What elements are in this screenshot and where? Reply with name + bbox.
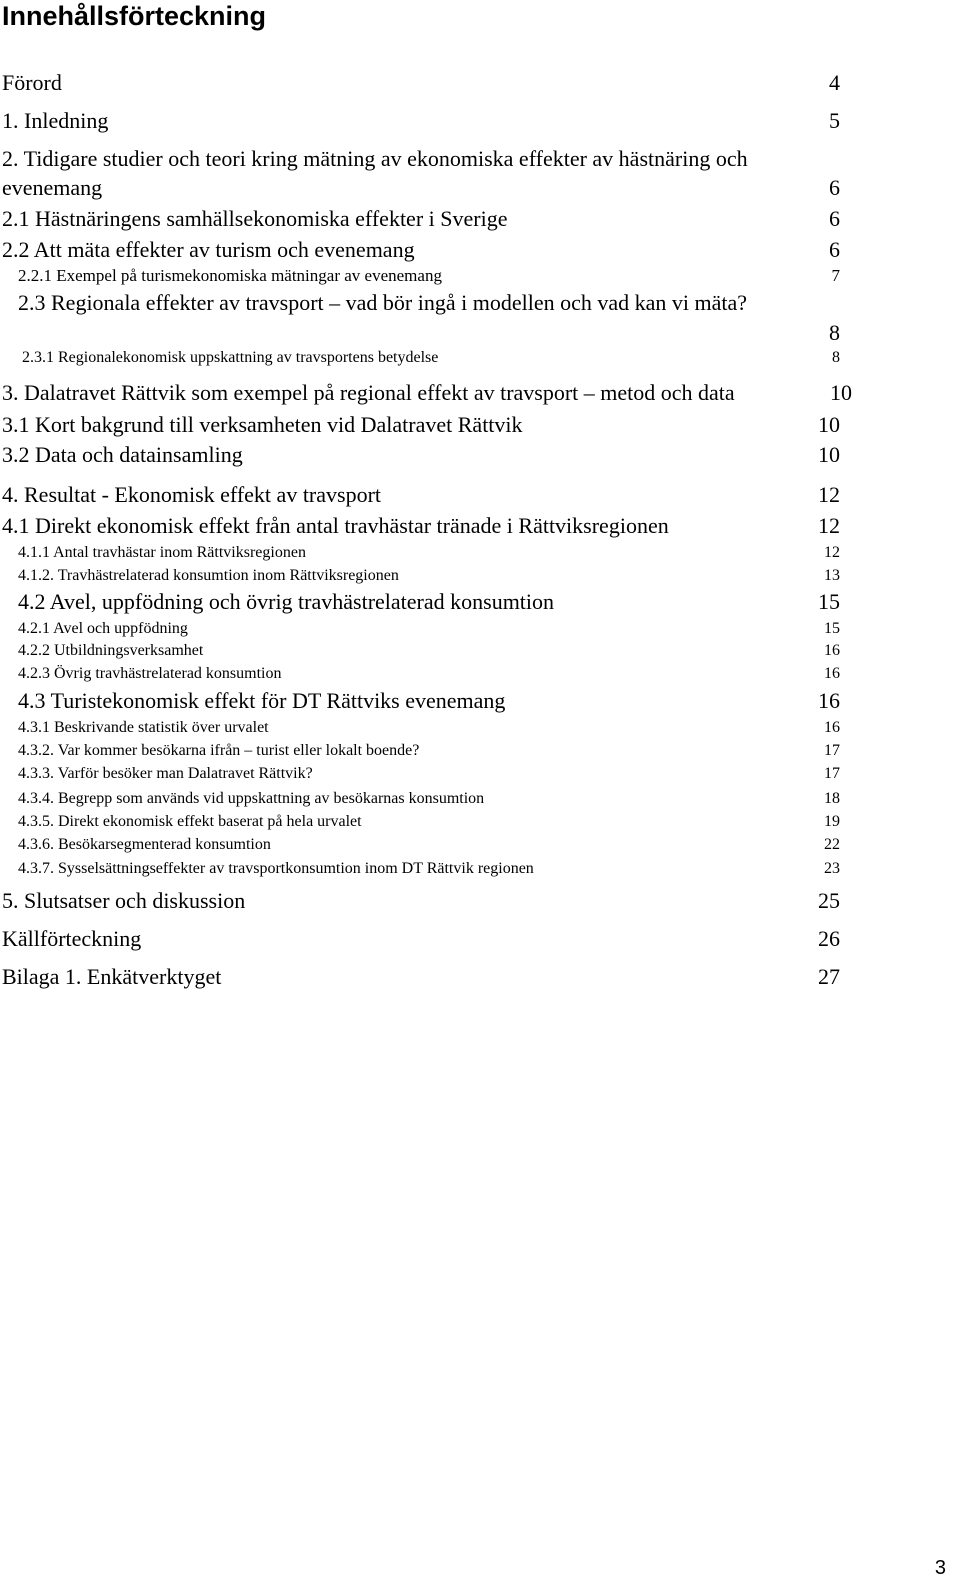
toc-entry-page: 27 [818,964,840,989]
toc-entry-text: 2.2 Att mäta effekter av turism och evenemang [2,237,415,262]
page-number: 3 [934,1557,946,1579]
toc-entry-text: 2.3 Regionala effekter av travsport – vad bör ingå i modellen och vad kan vi mäta? [18,290,748,315]
toc-entry-text: 2.2.1 Exempel på turismekonomiska mätningar av evenemang [18,266,442,285]
toc-entry-page: 19 [824,813,840,830]
toc-entry-text: 4.1.1 Antal travhästar inom Rättviksregionen [18,544,306,561]
toc-entry-text: 4.2.2 Utbildningsverksamhet [18,642,204,659]
toc-entry-text: Bilaga 1. Enkätverktyget [2,964,222,989]
toc-entry [0,378,960,408]
toc-entry-page: 6 [829,206,840,231]
toc-entry-text: 4.2.3 Övrig travhästrelaterad konsumtion [18,665,282,682]
toc-entry [0,587,960,617]
toc-entry [0,288,960,318]
toc-entry [0,204,960,234]
toc-entry-page: 6 [829,237,840,262]
toc-entry-text: 4.2 Avel, uppfödning och övrig travhästrelaterad konsumtion [18,589,555,614]
toc-entry-page: 22 [824,836,840,853]
toc-entry-text: 3.2 Data och datainsamling [2,442,243,467]
toc-entry [0,924,960,954]
toc-entry-page: 12 [824,544,840,561]
toc-entry-page: 10 [830,380,852,405]
toc-entry-page: 26 [818,926,840,951]
toc-entry-text: 4.3.7. Sysselsättningseffekter av travsportkonsumtion inom DT Rättvik regionen [18,860,534,877]
toc-entry-page: 13 [824,567,840,584]
toc-entry-text: 4.3.6. Besökarsegmenterad konsumtion [18,836,271,853]
toc-entry [0,659,960,689]
toc-entry [0,144,960,174]
toc-entry-text: 4. Resultat - Ekonomisk effekt av travsport [2,482,382,507]
toc-entry-page: 5 [829,108,840,133]
toc-entry [0,511,960,541]
toc-entry-page: 16 [818,688,840,713]
toc-entry-text: 4.3.4. Begrepp som används vid uppskattning av besökarnas konsumtion [18,790,485,807]
toc-entry-page: 12 [818,482,840,507]
toc-entry [0,886,960,916]
toc-entry-text: Källförteckning [2,926,142,951]
toc-entry [0,106,960,136]
toc-entry [0,962,960,992]
toc-entry-text: 2.1 Hästnäringens samhällsekonomiska effekter i Sverige [2,206,508,231]
toc-entry [0,480,960,510]
toc-entry-page: 25 [818,888,840,913]
toc-entry-text: 4.3 Turistekonomisk effekt för DT Rättviks evenemang [18,688,506,713]
toc-entry-page: 8 [829,320,840,345]
toc-entry-text: 1. Inledning [2,108,109,133]
toc-entry-page: 15 [824,620,840,637]
toc-entry-text: evenemang [2,175,103,200]
toc-entry-text: 2.3.1 Regionalekonomisk uppskattning av travsportens betydelse [22,349,439,366]
toc-entry-text: 3.1 Kort bakgrund till verksamheten vid Dalatravet Rättvik [2,412,523,437]
toc-entry-page: 15 [818,589,840,614]
toc-entry-page: 16 [824,719,840,736]
toc-entry-page: 12 [818,513,840,538]
toc-entry [0,173,960,203]
toc-entry-page: 16 [824,642,840,659]
toc-entry-page: 10 [818,412,840,437]
toc-entry-page: 6 [829,175,840,200]
toc-entry-page: 17 [824,765,840,782]
toc-entry-text: 5. Slutsatser och diskussion [2,888,246,913]
toc-entry [0,686,960,716]
toc-entry-text: 2. Tidigare studier och teori kring mätning av ekonomiska effekter av hästnäring och [2,146,748,171]
page-title: Innehållsförteckning [2,1,267,31]
toc-entry-page: 17 [824,742,840,759]
toc-entry-page: 7 [831,266,840,285]
toc-entry [0,440,960,470]
toc-entry-text: 4.1.2. Travhästrelaterad konsumtion inom Rättviksregionen [18,567,399,584]
toc-entry [0,68,960,98]
toc-entry-page: 10 [818,442,840,467]
toc-entry-page: 4 [829,70,840,95]
toc-entry-text: 4.3.3. Varför besöker man Dalatravet Rättvik? [18,765,313,782]
toc-entry-page: 8 [832,349,840,366]
toc-entry-text: 3. Dalatravet Rättvik som exempel på regional effekt av travsport – metod och data [2,380,735,405]
toc-entry-text: 4.1 Direkt ekonomisk effekt från antal travhästar tränade i Rättviksregionen [2,513,669,538]
toc-entry-text: 4.3.1 Beskrivande statistik över urvalet [18,719,269,736]
toc-entry-page: 18 [824,790,840,807]
toc-entry-page: 16 [824,665,840,682]
toc-entry-text: 4.3.5. Direkt ekonomisk effekt baserat på hela urvalet [18,813,362,830]
toc-entry [0,854,960,884]
toc-entry-text: Förord [2,70,62,95]
toc-entry-text: 4.2.1 Avel och uppfödning [18,620,188,637]
toc-entry-text: 4.3.2. Var kommer besökarna ifrån – turist eller lokalt boende? [18,742,420,759]
toc-entry [0,261,960,291]
toc-entry-page: 23 [824,860,840,877]
toc-entry [0,410,960,440]
toc-entry [0,343,960,373]
